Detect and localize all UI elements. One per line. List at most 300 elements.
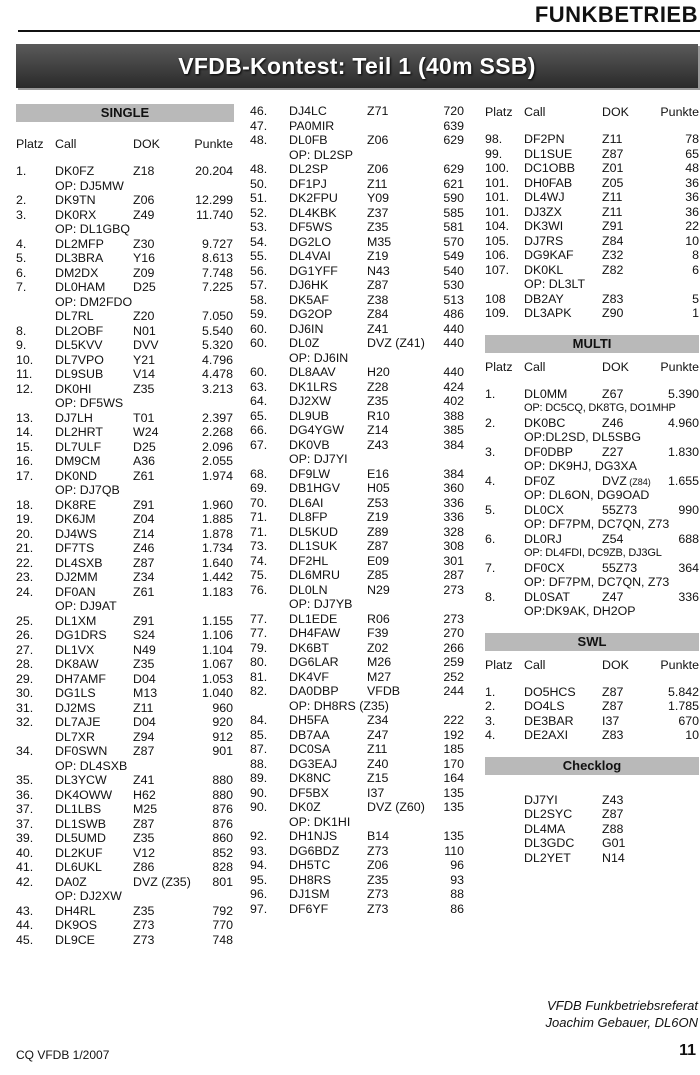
points-cell: 7.748: [201, 265, 233, 280]
table-row: [485, 190, 699, 205]
table-row: [250, 670, 466, 685]
rank-cell: 64.: [250, 394, 268, 408]
table-row: [250, 626, 466, 641]
call-cell: DK4VF: [289, 669, 329, 684]
call-cell: DK6BT: [289, 640, 329, 655]
rank-cell: 8.: [485, 589, 496, 604]
points-cell: 3.213: [201, 381, 233, 396]
points-cell: 880: [212, 787, 233, 802]
points-cell: 590: [443, 191, 464, 205]
points-cell: 4.960: [667, 415, 699, 430]
call-header: Call: [524, 657, 546, 672]
dok-cell: Z91: [133, 613, 155, 628]
rank-cell: 71.: [250, 510, 268, 524]
operator-line: OP: DF7PM, DC7QN, Z73: [524, 517, 670, 531]
table-row: [16, 585, 234, 600]
points-cell: 65: [685, 146, 699, 161]
call-cell: DH4FAW: [289, 626, 341, 640]
rank-cell: 46.: [250, 104, 268, 118]
checklog-row: [485, 793, 699, 808]
dok-cell: Z41: [133, 773, 155, 787]
dok-cell: DVZ (Z84): [602, 473, 651, 488]
table-row: [250, 771, 466, 786]
call-cell: DJ6HK: [289, 278, 329, 292]
call-cell: DG4YGW: [289, 423, 345, 437]
call-cell: DK9OS: [55, 918, 98, 932]
call-header: Call: [524, 359, 546, 374]
rank-cell: 69.: [250, 481, 268, 495]
call-cell: DL6MRU: [289, 568, 340, 582]
call-cell: DL2YET: [524, 850, 571, 865]
rank-cell: 54.: [250, 234, 268, 249]
dok-cell: Z32: [602, 248, 624, 262]
dok-cell: E09: [367, 553, 390, 568]
table-row: [250, 525, 466, 540]
rank-cell: 20.: [16, 526, 34, 541]
dok-cell: Z11: [602, 190, 623, 204]
table-row: [250, 684, 466, 699]
points-cell: 244: [443, 684, 464, 698]
call-cell: DG1DRS: [55, 628, 107, 642]
dok-cell: 55Z73: [602, 502, 638, 517]
dok-cell: Z73: [367, 901, 389, 916]
call-cell: DK2FPU: [289, 191, 338, 205]
table-row: [16, 904, 234, 919]
dok-cell: Z14: [133, 526, 155, 541]
dok-cell: Z94: [133, 729, 155, 744]
dok-cell: Z87: [367, 278, 389, 292]
operator-line: OP: DJ9AT: [55, 599, 117, 613]
rank-cell: 89.: [250, 771, 268, 785]
rank-cell: 87.: [250, 742, 268, 756]
call-cell: DC0SA: [289, 742, 331, 756]
table-row: [485, 728, 699, 743]
call-cell: DK0KL: [524, 262, 564, 277]
dok-cell: Z84: [367, 307, 389, 321]
table-row: [485, 205, 699, 220]
table-row: [250, 510, 466, 525]
dok-cell: D04: [133, 671, 156, 686]
call-cell: DH4RL: [55, 903, 96, 918]
rank-cell: 7.: [16, 280, 27, 294]
table-row: [485, 306, 699, 321]
article-title: VFDB-Kontest: Teil 1 (40m SSB): [178, 52, 536, 79]
points-cell: 1.104: [201, 642, 233, 657]
dok-cell: Z43: [602, 792, 624, 807]
table-row: [16, 367, 234, 382]
dok-cell: Z41: [367, 321, 389, 336]
call-cell: DL5KVV: [55, 338, 103, 352]
dok-cell: I37: [367, 785, 385, 800]
dok-cell: Z87: [133, 816, 155, 831]
points-cell: 10: [685, 728, 699, 742]
table-row: [250, 220, 466, 235]
points-cell: 192: [443, 727, 464, 742]
call-cell: DL0Z: [289, 336, 320, 350]
call-cell: DL1LBS: [55, 802, 102, 816]
operator-line: OP: DJ6IN: [289, 350, 349, 365]
dok-cell: Z46: [602, 415, 624, 430]
table-header: [485, 359, 699, 375]
rank-cell: 2.: [16, 193, 27, 207]
table-row: [16, 266, 234, 281]
table-row: [16, 324, 234, 339]
rank-cell: 4.: [485, 728, 496, 742]
call-cell: DK4OWW: [55, 787, 113, 802]
dok-cell: Z35: [133, 381, 155, 396]
call-cell: DL7XR: [55, 729, 95, 744]
call-cell: DL4SXB: [55, 555, 103, 570]
rank-cell: 47.: [250, 118, 268, 133]
rank-cell: 40.: [16, 845, 34, 860]
dok-cell: Z04: [133, 512, 155, 526]
call-cell: DL5KUD: [289, 524, 338, 539]
table-row: [16, 672, 234, 687]
call-header: Call: [55, 137, 77, 151]
points-cell: 513: [443, 292, 464, 307]
table-row: [250, 568, 466, 583]
dok-note: (Z84): [626, 476, 651, 487]
points-cell: 880: [212, 773, 233, 787]
call-cell: DL7ULF: [55, 439, 102, 454]
call-cell: DL2HRT: [55, 425, 103, 439]
table-row: [250, 844, 466, 859]
rank-cell: 17.: [16, 468, 34, 483]
table-row: [485, 387, 699, 402]
dok-cell: D25: [133, 439, 156, 454]
rank-cell: 14.: [16, 425, 34, 439]
call-cell: DL3GDC: [524, 836, 575, 850]
rank-cell: 73.: [250, 539, 268, 553]
dok-cell: Z35: [367, 220, 389, 234]
dok-cell: R06: [367, 611, 390, 626]
rank-cell: 94.: [250, 858, 268, 872]
dok-cell: Z87: [133, 555, 155, 570]
table-header: [485, 657, 699, 673]
points-cell: 5.320: [201, 338, 233, 352]
call-cell: DL1VX: [55, 642, 95, 657]
points-cell: 110: [444, 843, 464, 858]
points-cell: 585: [443, 205, 464, 220]
single-table-part-3: [485, 104, 699, 321]
rank-cell: 41.: [16, 860, 34, 874]
points-cell: 486: [443, 307, 464, 321]
dok-cell: 55Z73: [602, 560, 638, 575]
call-cell: DL8FP: [289, 510, 328, 524]
dok-cell: Z71: [367, 104, 389, 118]
call-cell: DL9SUB: [55, 367, 104, 381]
rank-cell: 60.: [250, 321, 268, 336]
points-cell: 720: [443, 104, 464, 118]
call-cell: DK8NC: [289, 771, 331, 785]
table-row: [16, 802, 234, 817]
dok-cell: Z73: [367, 843, 389, 858]
dok-cell: Z83: [602, 728, 624, 742]
operator-line: OP: DF7PM, DC7QN, Z73: [524, 575, 670, 589]
points-cell: 639: [443, 118, 464, 133]
points-cell: 1.106: [201, 628, 233, 642]
table-row: [485, 503, 699, 518]
points-cell: 328: [443, 524, 464, 539]
points-cell: 135: [443, 800, 464, 814]
checklog-row: [485, 822, 699, 837]
table-row: [16, 556, 234, 571]
points-cell: 828: [212, 860, 233, 874]
points-cell: 384: [443, 466, 464, 481]
section-checklog-heading: Checklog: [485, 757, 699, 775]
operator-line: OP: DL2SP: [289, 147, 354, 162]
dok-cell: Z47: [602, 589, 624, 604]
table-row: [485, 248, 699, 263]
rank-cell: 100.: [485, 161, 510, 175]
table-row: [250, 336, 466, 351]
call-cell: DF9LW: [289, 466, 331, 481]
dok-cell: Z49: [133, 207, 155, 222]
points-cell: 5: [692, 291, 699, 306]
call-cell: DM9CM: [55, 454, 101, 468]
dok-cell: M13: [133, 686, 158, 700]
dok-cell: Z02: [367, 640, 389, 655]
points-cell: 912: [212, 729, 233, 744]
dok-cell: DVZ (Z41): [367, 336, 425, 350]
points-cell: 301: [443, 553, 464, 568]
dok-cell: Z06: [367, 133, 389, 147]
table-row: [485, 685, 699, 700]
table-row: [16, 541, 234, 556]
call-cell: DO5HCS: [524, 684, 576, 699]
points-cell: 78: [685, 132, 699, 146]
rank-cell: 108: [485, 291, 506, 306]
rank-cell: 60.: [250, 365, 268, 379]
points-cell: 287: [443, 568, 464, 582]
rank-cell: 34.: [16, 744, 34, 758]
operator-line: OP: DJ5MW: [55, 178, 124, 193]
call-cell: DG6LAR: [289, 655, 339, 669]
points-cell: 1.830: [667, 444, 699, 459]
call-cell: DF2HL: [289, 553, 329, 568]
single-table-part-2: [250, 104, 466, 916]
table-row: [16, 382, 234, 397]
dok-cell: T01: [133, 410, 155, 425]
rank-cell: 90.: [250, 800, 268, 814]
rank-cell: 1.: [16, 164, 27, 178]
rank-cell: 2.: [485, 415, 496, 430]
points-cell: 801: [212, 874, 233, 889]
call-cell: DF2PN: [524, 132, 565, 146]
dok-header: DOK: [133, 137, 160, 151]
rank-cell: 16.: [16, 454, 34, 468]
rank-cell: 105.: [485, 233, 510, 248]
points-cell: 1.442: [201, 570, 233, 584]
rank-cell: 10.: [16, 352, 34, 367]
call-cell: DL6UKL: [55, 860, 102, 874]
rank-cell: 81.: [250, 669, 268, 684]
dok-cell: B14: [367, 829, 390, 843]
dok-cell: Z46: [133, 541, 155, 555]
dok-cell: Y16: [133, 251, 156, 265]
rank-cell: 93.: [250, 843, 268, 858]
signature-line-1: VFDB Funkbetriebsreferat: [546, 998, 698, 1013]
table-row: [485, 292, 699, 307]
dok-cell: Z85: [367, 568, 389, 582]
call-cell: DJ2MM: [55, 570, 98, 584]
call-cell: DL4VAI: [289, 249, 331, 263]
table-row: [16, 454, 234, 469]
rank-cell: 68.: [250, 466, 268, 481]
call-cell: DL0HAM: [55, 280, 106, 294]
rank-cell: 67.: [250, 437, 268, 452]
points-cell: 990: [678, 502, 699, 517]
call-cell: DK8AW: [55, 657, 99, 671]
signature-line-2: Joachim Gebauer, DL6ON: [545, 1015, 698, 1030]
dok-cell: Z35: [367, 394, 389, 408]
points-cell: 1.785: [667, 699, 699, 713]
dok-cell: Z91: [133, 497, 155, 512]
table-row: [250, 713, 466, 728]
call-cell: DL3APK: [524, 306, 572, 320]
call-cell: DF0Z: [524, 473, 555, 488]
call-cell: DK0VB: [289, 437, 330, 452]
table-row: [16, 744, 234, 759]
call-cell: DL2SP: [289, 162, 329, 176]
table-row: [485, 147, 699, 162]
dok-cell: H62: [133, 787, 156, 802]
points-cell: 96: [450, 858, 464, 872]
points-cell: 12.299: [195, 193, 233, 207]
checklog-row: [485, 851, 699, 866]
operator-line: OP: DK1HI: [289, 814, 351, 829]
points-cell: 252: [443, 669, 464, 684]
operator-line: OP: DL6ON, DG9OAD: [524, 488, 650, 502]
table-row: [250, 641, 466, 656]
call-cell: DL9UB: [289, 408, 329, 423]
rank-cell: 57.: [250, 278, 268, 292]
points-cell: 792: [212, 903, 233, 918]
rank-cell: 12.: [16, 381, 34, 396]
dok-cell: M35: [367, 234, 392, 249]
points-cell: 876: [212, 802, 233, 816]
table-row: [250, 583, 466, 598]
table-row: [250, 612, 466, 627]
rank-cell: 3.: [485, 444, 496, 459]
rank-cell: 21.: [16, 541, 34, 555]
points-cell: 336: [678, 589, 699, 604]
rank-cell: 59.: [250, 307, 268, 321]
call-cell: DB7AA: [289, 727, 330, 742]
rank-cell: 101.: [485, 204, 510, 219]
table-row: [250, 394, 466, 409]
table-row: [250, 742, 466, 757]
call-cell: DF0CX: [524, 560, 565, 575]
call-cell: DJ4WS: [55, 526, 97, 541]
rank-cell: 22.: [16, 555, 34, 570]
dok-cell: Z40: [367, 756, 389, 771]
points-cell: 852: [212, 845, 233, 860]
points-cell: 1.053: [201, 671, 233, 686]
rank-cell: 28.: [16, 657, 34, 671]
points-cell: 93: [450, 872, 464, 887]
dok-cell: Z11: [602, 132, 623, 146]
rank-cell: 65.: [250, 408, 268, 423]
section-multi-heading: MULTI: [485, 335, 699, 353]
points-cell: 748: [212, 932, 233, 947]
table-row: [16, 251, 234, 266]
rank-cell: 56.: [250, 263, 268, 278]
call-cell: DG1YFF: [289, 263, 338, 278]
operator-line: OP:DK9AK, DH2OP: [524, 604, 636, 618]
rank-cell: 52.: [250, 205, 268, 220]
footer-issue: CQ VFDB 1/2007: [16, 1048, 110, 1062]
dok-cell: Z35: [133, 831, 155, 845]
points-cell: 549: [443, 249, 464, 263]
table-row: [16, 628, 234, 643]
points-cell: 2.397: [201, 410, 233, 425]
table-row: [16, 512, 234, 527]
call-cell: DF5BX: [289, 785, 329, 800]
dok-cell: Z01: [602, 161, 624, 175]
table-row: [485, 263, 699, 278]
table-row: [250, 873, 466, 888]
call-cell: DJ6IN: [289, 321, 324, 336]
call-cell: DL2MFP: [55, 236, 104, 251]
points-cell: 1.655: [667, 473, 699, 488]
call-cell: PA0MIR: [289, 118, 335, 133]
dok-cell: Z20: [133, 309, 155, 323]
rank-cell: 104.: [485, 219, 510, 233]
rank-cell: 35.: [16, 773, 34, 787]
dok-cell: DVZ (Z35): [133, 874, 191, 889]
rank-cell: 75.: [250, 568, 268, 582]
table-row: [485, 561, 699, 576]
rank-cell: 71.: [250, 524, 268, 539]
table-row: [250, 409, 466, 424]
dok-cell: Z87: [602, 146, 624, 161]
rank-cell: 2.: [485, 699, 496, 713]
rank-cell: 5.: [16, 251, 27, 265]
call-cell: DK3WI: [524, 219, 564, 233]
points-cell: 581: [443, 220, 464, 234]
dok-cell: E16: [367, 466, 390, 481]
rank-cell: 95.: [250, 872, 268, 887]
call-cell: DH8RS: [289, 872, 331, 887]
call-cell: DF0AN: [55, 584, 96, 599]
points-cell: 135: [443, 829, 464, 843]
points-cell: 2.055: [201, 454, 233, 468]
rank-cell: 4.: [485, 473, 496, 488]
points-cell: 1.640: [201, 555, 233, 570]
dok-cell: Z11: [367, 742, 388, 756]
dok-cell: Z11: [133, 700, 154, 715]
call-cell: DL6AI: [289, 495, 324, 510]
points-cell: 36: [685, 204, 699, 219]
table-row: [250, 858, 466, 873]
rank-cell: 25.: [16, 613, 34, 628]
dok-cell: Z19: [367, 249, 389, 263]
operator-line: OP: DL3LT: [524, 277, 586, 291]
call-cell: DL2KUF: [55, 845, 103, 860]
call-cell: DL5UMD: [55, 831, 106, 845]
call-cell: DL8AAV: [289, 365, 336, 379]
operator-line: OP: DC5CQ, DK8TG, DO1MHP: [524, 402, 676, 414]
rank-cell: 76.: [250, 582, 268, 597]
table-row: [16, 208, 234, 223]
platz-header: Platz: [485, 105, 513, 119]
points-cell: 540: [443, 263, 464, 278]
rank-cell: 51.: [250, 191, 268, 205]
table-row: [250, 162, 466, 177]
dok-cell: Z87: [367, 539, 389, 553]
points-cell: 266: [443, 640, 464, 655]
